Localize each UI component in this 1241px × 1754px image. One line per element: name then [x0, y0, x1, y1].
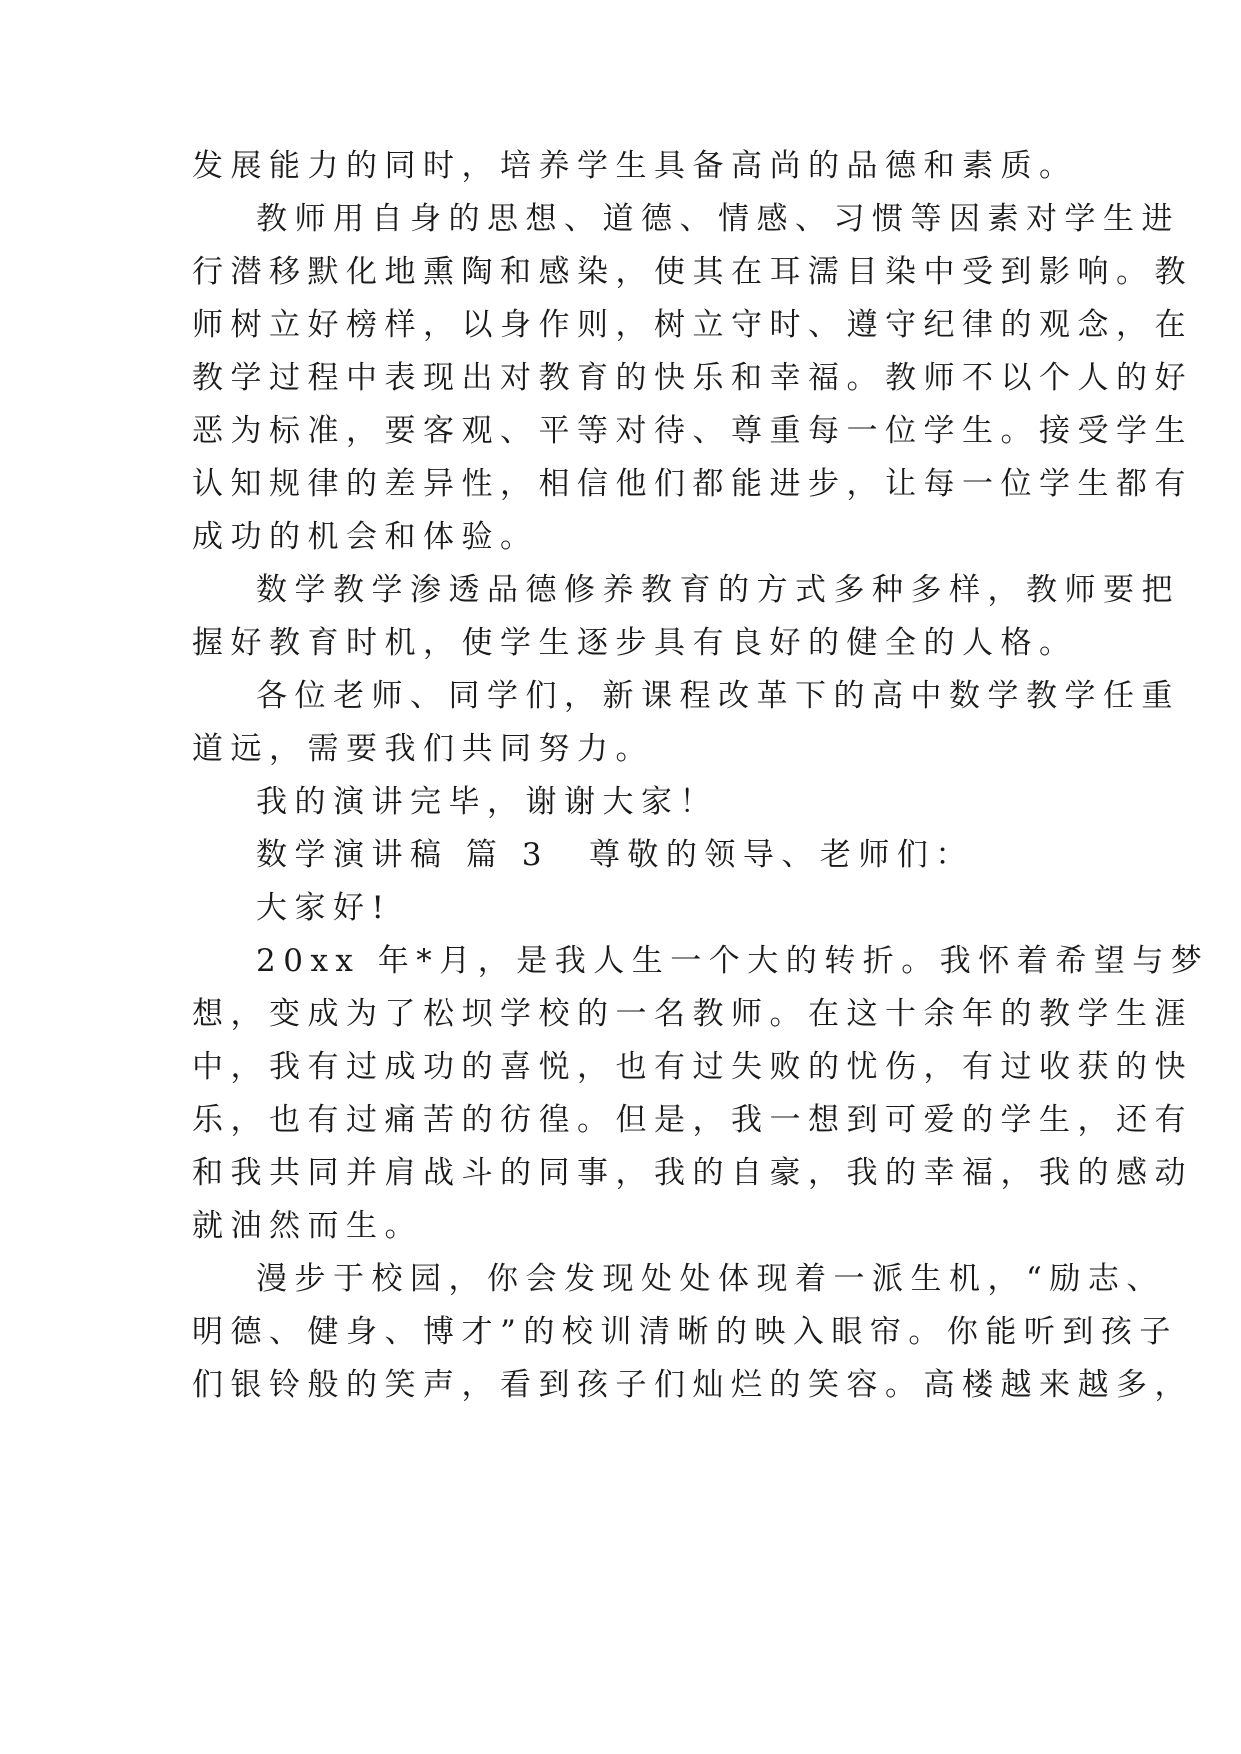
- text-line: 恶为标准，要客观、平等对待、尊重每一位学生。接受学生: [192, 413, 1193, 449]
- text-line: 教学过程中表现出对教育的快乐和幸福。教师不以个人的好: [192, 360, 1193, 396]
- text-line: 成功的机会和体验。: [192, 519, 539, 555]
- section-heading-line: [256, 835, 1136, 875]
- text-line: 大家好!: [256, 890, 392, 926]
- text-line: 明德、健身、博才”的校训清晰的映入眼帘。你能听到孩子: [192, 1314, 1178, 1350]
- text-line: 们银铃般的笑声，看到孩子们灿烂的笑容。高楼越来越多，: [192, 1367, 1193, 1403]
- text-line: 就油然而生。: [192, 1208, 423, 1244]
- section-heading: 数学演讲稿 篇 3: [256, 837, 549, 873]
- text-line: 认知规律的差异性，相信他们都能进步，让每一位学生都有: [192, 466, 1193, 502]
- text-line: 20xx 年*月，是我人生一个大的转折。我怀着希望与梦: [256, 943, 1210, 979]
- text-line: 师树立好榜样，以身作则，树立守时、遵守纪律的观念，在: [192, 307, 1193, 343]
- text-line: 各位老师、同学们，新课程改革下的高中数学教学任重: [256, 678, 1180, 714]
- text-line: 漫步于校园，你会发现处处体现着一派生机，“励志、: [256, 1261, 1165, 1297]
- text-line: 数学教学渗透品德修养教育的方式多种多样，教师要把: [256, 572, 1180, 608]
- text-line: 和我共同并肩战斗的同事，我的自豪，我的幸福，我的感动: [192, 1155, 1193, 1191]
- salutation: 尊敬的领导、老师们：: [588, 837, 974, 873]
- text-line: 行潜移默化地熏陶和感染，使其在耳濡目染中受到影响。教: [192, 254, 1193, 290]
- text-line: 教师用自身的思想、道德、情感、习惯等因素对学生进: [256, 201, 1180, 237]
- text-line: 中，我有过成功的喜悦，也有过失败的忧伤，有过收获的快: [192, 1049, 1193, 1085]
- text-line: 想，变成为了松坝学校的一名教师。在这十余年的教学生涯: [192, 996, 1193, 1032]
- text-line: 乐，也有过痛苦的彷徨。但是，我一想到可爱的学生，还有: [192, 1102, 1193, 1138]
- text-line: 我的演讲完毕，谢谢大家！: [256, 784, 718, 820]
- text-line: 握好教育时机，使学生逐步具有良好的健全的人格。: [192, 625, 1078, 661]
- text-line: 道远，需要我们共同努力。: [192, 731, 654, 767]
- text-line: 发展能力的同时，培养学生具备高尚的品德和素质。: [192, 148, 1078, 184]
